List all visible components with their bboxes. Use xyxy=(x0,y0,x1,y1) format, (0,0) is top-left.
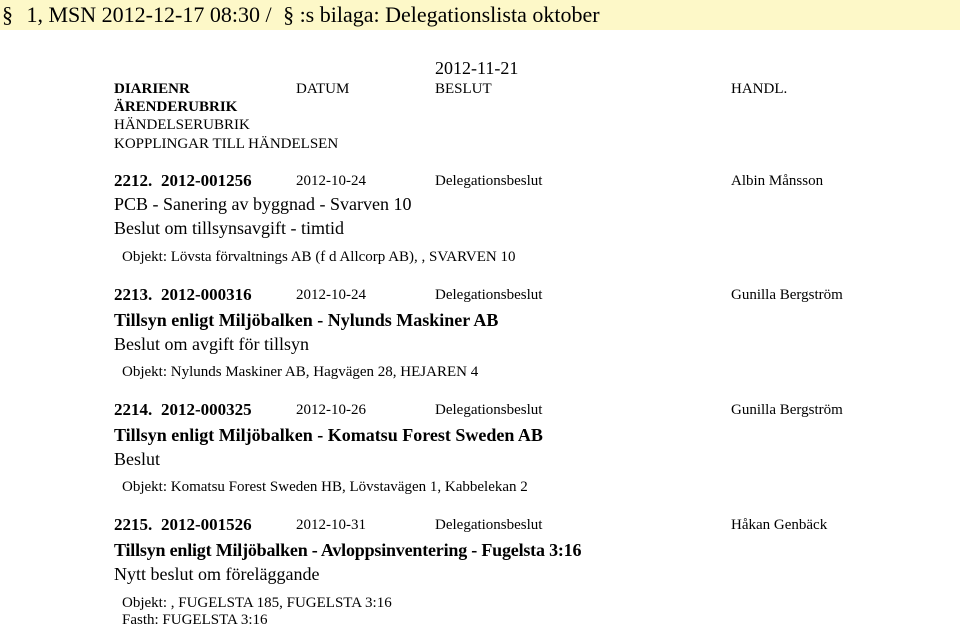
entry-date: 2012-10-24 xyxy=(296,287,366,303)
entry-diarienr: 2012-000325 xyxy=(161,400,252,419)
entry-event: Nytt beslut om föreläggande xyxy=(114,564,320,584)
header-date: 2012-11-21 xyxy=(435,58,519,78)
entry-decision: Delegationsbeslut xyxy=(435,402,543,418)
entry-diarienr: 2012-000316 xyxy=(161,285,252,304)
entry-heading: Tillsyn enligt Miljöbalken - Avloppsinventering - Fugelsta 3:16 xyxy=(114,540,582,560)
entry-diarienr: 2012-001526 xyxy=(161,515,252,534)
entry-event: Beslut xyxy=(114,449,161,469)
section-icon: § xyxy=(283,2,295,27)
title-text-b: :s bilaga: Delegationslista oktober xyxy=(299,2,600,27)
entry-event: Beslut om tillsynsavgift - timtid xyxy=(114,218,345,238)
entry-handler: Albin Månsson xyxy=(731,173,824,189)
col-datum: DATUM xyxy=(296,81,350,97)
entry-date: 2012-10-26 xyxy=(296,402,366,418)
entry-heading: PCB - Sanering av byggnad - Svarven 10 xyxy=(114,194,412,214)
entry-event: Beslut om avgift för tillsyn xyxy=(114,334,309,354)
entry-object: Objekt: , FUGELSTA 185, FUGELSTA 3:16 xyxy=(122,595,392,611)
entry-number: 2212. xyxy=(114,171,153,190)
col-handl: HANDL. xyxy=(731,81,788,97)
entry-decision: Delegationsbeslut xyxy=(435,287,543,303)
title-text-a: 1, MSN 2012-12-17 08:30 / xyxy=(26,2,272,27)
entry-object-extra: Fasth: FUGELSTA 3:16 xyxy=(122,612,268,628)
row-arenderubrik: ÄRENDERUBRIK xyxy=(114,99,238,115)
entry-heading: Tillsyn enligt Miljöbalken - Komatsu Forest Sweden AB xyxy=(114,425,543,445)
entry-decision: Delegationsbeslut xyxy=(435,517,543,533)
col-diarienr: DIARIENR xyxy=(114,81,190,97)
entry-number: 2213. xyxy=(114,285,153,304)
entry-diarienr: 2012-001256 xyxy=(161,171,252,190)
row-kopplingar: KOPPLINGAR TILL HÄNDELSEN xyxy=(114,136,339,152)
entry-date: 2012-10-24 xyxy=(296,173,366,189)
entry-object: Objekt: Nylunds Maskiner AB, Hagvägen 28, HEJAREN 4 xyxy=(122,364,479,380)
entry-decision: Delegationsbeslut xyxy=(435,173,543,189)
entry-heading: Tillsyn enligt Miljöbalken - Nylunds Maskiner AB xyxy=(114,310,499,330)
entry-handler: Håkan Genbäck xyxy=(731,517,828,533)
row-handelserubrik: HÄNDELSERUBRIK xyxy=(114,117,250,133)
document-title-bar xyxy=(0,0,960,30)
entry-object: Objekt: Komatsu Forest Sweden HB, Lövstavägen 1, Kabbelekan 2 xyxy=(122,479,528,495)
entry-handler: Gunilla Bergström xyxy=(731,402,843,418)
entry-number: 2215. xyxy=(114,515,153,534)
section-icon: § xyxy=(2,2,13,27)
entry-handler: Gunilla Bergström xyxy=(731,287,843,303)
entry-object: Objekt: Lövsta förvaltnings AB (f d Allcorp AB), , SVARVEN 10 xyxy=(122,249,516,265)
col-beslut: BESLUT xyxy=(435,81,492,97)
entry-number: 2214. xyxy=(114,400,153,419)
entry-date: 2012-10-31 xyxy=(296,517,366,533)
